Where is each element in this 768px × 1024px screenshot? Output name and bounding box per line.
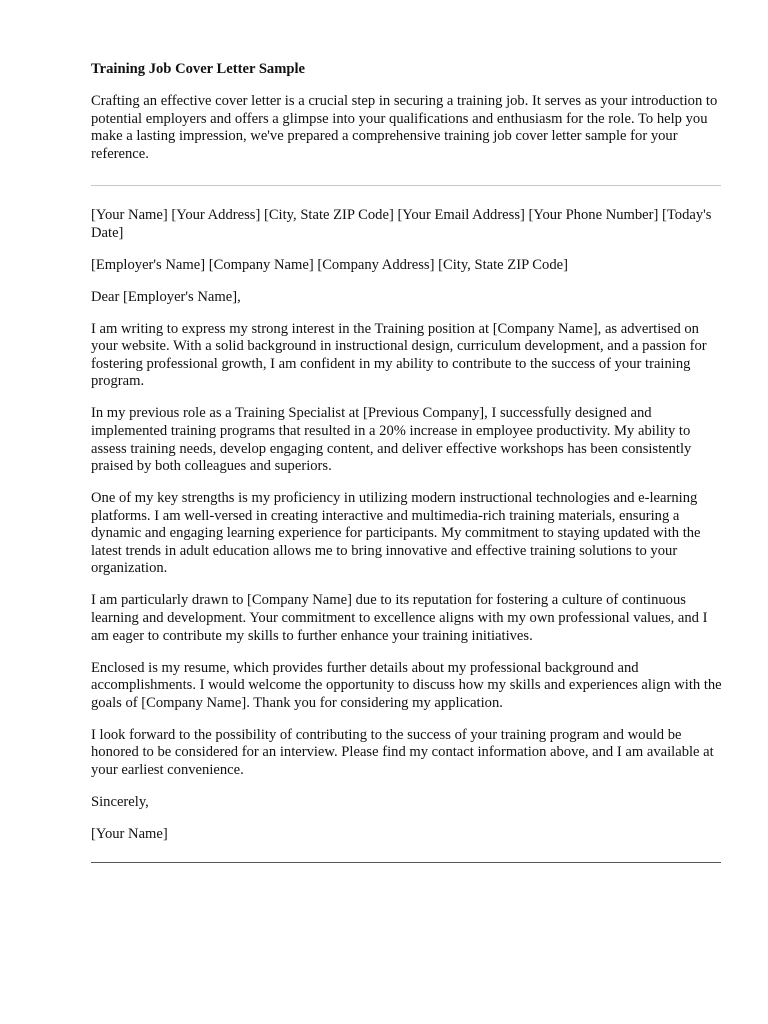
- closing: Sincerely,: [91, 793, 149, 810]
- body-paragraph-2: In my previous role as a Training Specialist at [Previous Company], I successfully designed and implemented training programs that resulted in a 20% increase in employee productivity. My ability to assess training needs, develop engaging content, and deliver effective workshops has been consistently praised by both colleagues and superiors.: [91, 405, 692, 475]
- intro-paragraph: Crafting an effective cover letter is a crucial step in securing a training job. It serves as your introduction to potential employers and offers a glimpse into your qualifications and enthusiasm for the role. To help you make a lasting impression, we've prepared a comprehensive training job cover letter sample for your reference.: [91, 93, 718, 162]
- document-title: Training Job Cover Letter Sample: [91, 61, 306, 77]
- body-paragraph-6: I look forward to the possibility of contributing to the success of your training program and would be honored to be considered for an interview. Please find my contact information above, and I am available at your earliest convenience.: [91, 726, 714, 778]
- bottom-divider: [91, 862, 721, 863]
- top-divider: [91, 185, 721, 186]
- cover-letter-body: [91, 207, 727, 858]
- body-paragraph-5: Enclosed is my resume, which provides further details about my professional background and accomplishments. I would welcome the opportunity to discuss how my skills and experiences align with the goals of [Company Name]. Thank you for considering my application.: [91, 659, 722, 711]
- signature: [Your Name]: [91, 825, 168, 842]
- recipient-block: [Employer's Name] [Company Name] [Company Address] [City, State ZIP Code]: [91, 256, 568, 273]
- salutation: Dear [Employer's Name],: [91, 288, 241, 305]
- sender-block: [Your Name] [Your Address] [City, State ZIP Code] [Your Email Address] [Your Phone Number] [Today's Date]: [91, 207, 712, 241]
- body-paragraph-3: One of my key strengths is my proficiency in utilizing modern instructional technologies and e-learning platforms. I am well-versed in creating interactive and multimedia-rich training materials, ensuring a dynamic and engaging learning experience for participants. My commitment to staying updated with the latest trends in adult education allows me to bring innovative and effective training solutions to your organization.: [91, 490, 701, 577]
- body-paragraph-4: I am particularly drawn to [Company Name] due to its reputation for fostering a culture of continuous learning and development. Your commitment to excellence aligns with my own professional values, and I am eager to contribute my skills to further enhance your training initiatives.: [91, 592, 708, 644]
- body-paragraph-1: I am writing to express my strong interest in the Training position at [Company Name], as advertised on your website. With a solid background in instructional design, curriculum development, and a passion for fostering professional growth, I am confident in my ability to contribute to the success of your training program.: [91, 320, 707, 390]
